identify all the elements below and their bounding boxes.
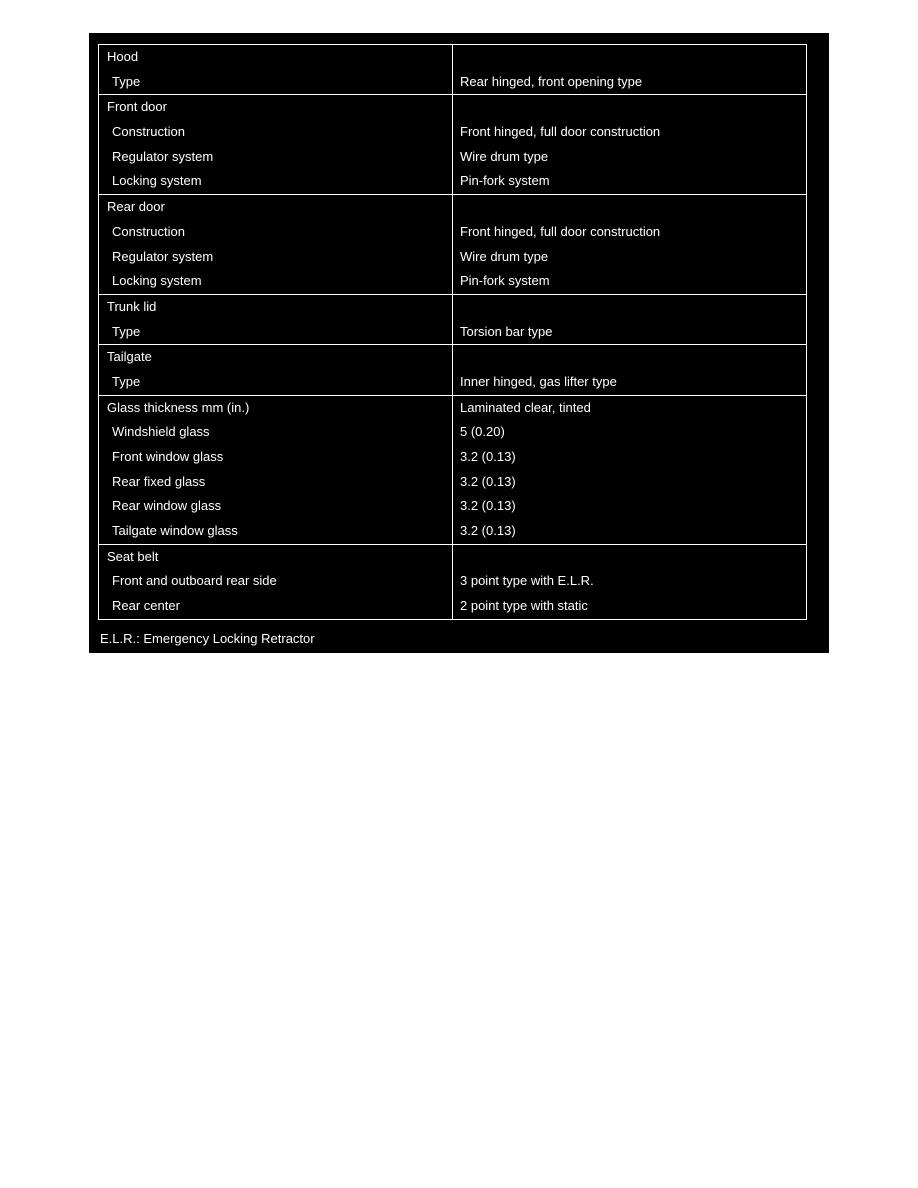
table-section [99,344,806,394]
spec-label: Regulator system [99,145,453,170]
table-row [99,569,806,594]
section-header-row [99,545,806,570]
section-header-label: Hood [99,45,453,70]
spec-label: Front and outboard rear side [99,569,453,594]
table-row [99,594,806,619]
spec-label: Type [99,320,453,345]
spec-label: Tailgate window glass [99,519,453,544]
section-header-value [453,195,806,220]
table-section [99,544,806,619]
spec-label: Windshield glass [99,420,453,445]
spec-value: 3.2 (0.13) [460,449,516,464]
section-header-row [99,295,806,320]
section-header-value [453,295,806,320]
spec-value: Rear hinged, front opening type [460,73,643,89]
spec-label: Rear fixed glass [99,470,453,495]
spec-value: Front hinged, full door construction [460,124,661,140]
table-row [99,245,806,270]
spec-label: Locking system [99,169,453,194]
section-header-value [453,95,806,120]
section-header-value [453,345,806,370]
table-row [99,145,806,170]
section-header-row [99,195,806,220]
table-row [99,269,806,294]
spec-label: Rear center [99,594,453,619]
section-header-row [99,345,806,370]
section-header-label: Front door [99,95,453,120]
spec-value: Pin-fork system [460,173,550,189]
table-row [99,494,806,519]
table-row [99,470,806,495]
spec-label: Type [99,370,453,395]
table-row [99,169,806,194]
table-row [99,420,806,445]
spec-value: 5 (0.20) [460,424,505,440]
spec-label: Regulator system [99,245,453,270]
table-row [99,70,806,95]
footnote: E.L.R.: Emergency Locking Retractor [100,631,315,646]
table-row [99,370,806,395]
spec-value: Wire drum type [460,148,549,164]
spec-value: 2 point type with static [460,598,588,614]
section-header-label: Tailgate [99,345,453,370]
spec-label: Construction [99,120,453,145]
spec-label: Locking system [99,269,453,294]
section-header-row [99,95,806,120]
section-header-row [99,45,806,70]
table-section [99,94,806,194]
spec-label: Front window glass [99,445,453,470]
section-header-row [99,396,806,421]
specification-table [98,44,807,620]
spec-value: 3.2 (0.13) [460,473,516,489]
section-header-value [453,45,806,70]
section-header-value: Laminated clear, tinted [460,399,591,415]
spec-value: 3.2 (0.13) [460,498,516,514]
table-section [99,45,806,94]
table-row [99,120,806,145]
spec-value: Wire drum type [460,248,549,264]
spec-label: Construction [99,220,453,245]
table-section [99,194,806,294]
spec-value: 3.2 (0.13) [460,523,516,539]
section-header-label: Glass thickness mm (in.) [99,396,453,421]
spec-value: 3 point type with E.L.R. [460,573,594,589]
section-header-label: Seat belt [99,545,453,570]
section-header-label: Trunk lid [99,295,453,320]
table-row [99,519,806,544]
table-section [99,294,806,344]
section-header-label: Rear door [99,195,453,220]
table-row [99,220,806,245]
spec-value: Pin-fork system [460,273,550,289]
section-header-value [453,545,806,570]
spec-value: Torsion bar type [460,323,553,339]
table-row [99,320,806,345]
spec-panel [89,33,829,653]
spec-value: Inner hinged, gas lifter type [460,373,617,389]
table-row [99,445,806,470]
table-section [99,395,806,544]
spec-value: Front hinged, full door construction [460,223,661,239]
spec-label: Type [99,70,453,95]
spec-label: Rear window glass [99,494,453,519]
